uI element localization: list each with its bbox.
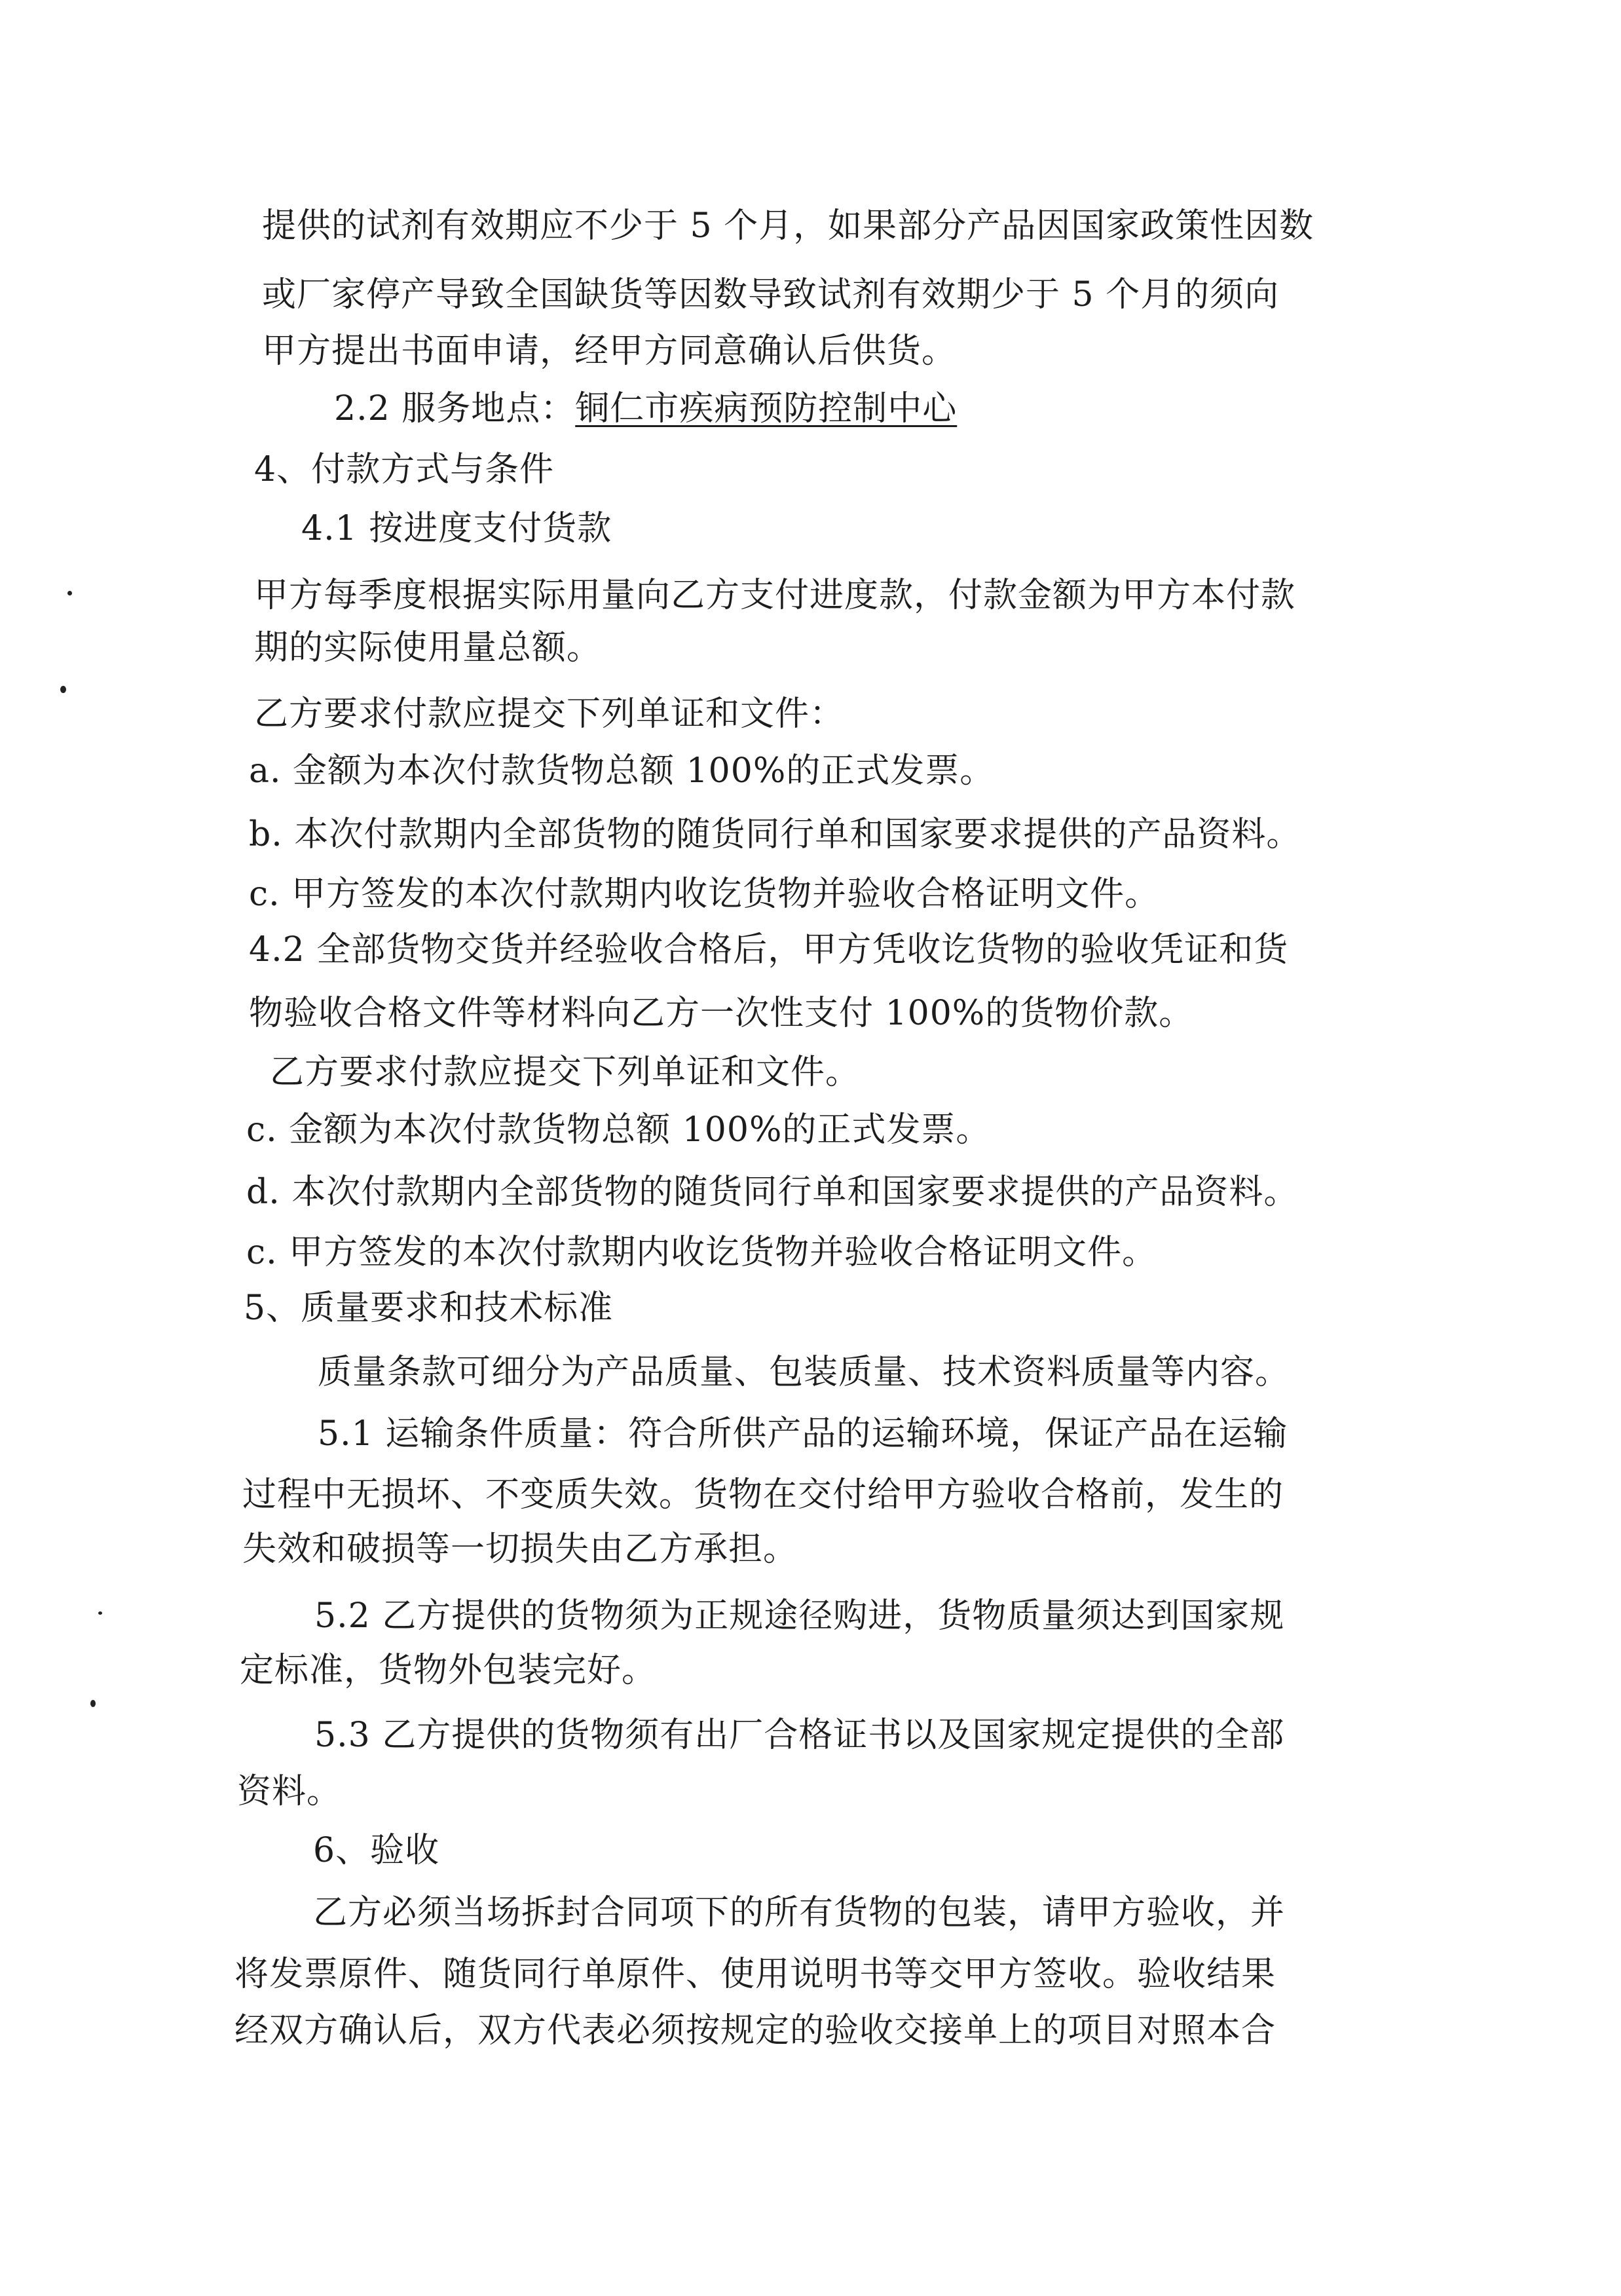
list-item: c. 金额为本次付款货物总额 100%的正式发票。 [246,1110,991,1150]
text-line: 5.1 运输条件质量：符合所供产品的运输环境，保证产品在运输 [318,1414,1288,1454]
list-item: c. 甲方签发的本次付款期内收讫货物并验收合格证明文件。 [249,875,1160,914]
text-line: 乙方必须当场拆封合同项下的所有货物的包装，请甲方验收，并 [313,1893,1286,1932]
section-heading: 5、质量要求和技术标准 [244,1289,614,1328]
text-line: 过程中无损坏、不变质失效。货物在交付给甲方验收合格前，发生的 [242,1475,1284,1515]
scan-speck [60,686,66,693]
service-location-label: 2.2 服务地点： [334,389,576,428]
text-line: 期的实际使用量总额。 [254,628,602,668]
text-line: 物验收合格文件等材料向乙方一次性支付 100%的货物价款。 [249,994,1194,1033]
text-line: 5.2 乙方提供的货物须为正规途径购进，货物质量须达到国家规 [314,1596,1285,1636]
list-item: c. 甲方签发的本次付款期内收讫货物并验收合格证明文件。 [246,1233,1157,1272]
text-line: 提供的试剂有效期应不少于 5 个月，如果部分产品因国家政策性因数 [262,206,1314,246]
scan-speck [98,1611,102,1615]
text-line: 经双方确认后，双方代表必须按规定的验收交接单上的项目对照本合 [234,2011,1276,2050]
text-line: 甲方每季度根据实际用量向乙方支付进度款，付款金额为甲方本付款 [254,576,1296,615]
list-item: a. 金额为本次付款货物总额 100%的正式发票。 [249,751,995,791]
service-location-value: 铜仁市疾病预防控制中心 [575,389,958,428]
text-line: 定标准，货物外包装完好。 [240,1651,657,1690]
text-line: 甲方提出书面申请，经甲方同意确认后供货。 [262,331,957,371]
list-item: b. 本次付款期内全部货物的随货同行单和国家要求提供的产品资料。 [249,815,1301,854]
scan-speck [90,1700,96,1707]
section-heading: 4、付款方式与条件 [254,450,555,489]
text-line: 4.2 全部货物交货并经验收合格后，甲方凭收讫货物的验收凭证和货 [249,930,1289,969]
text-line: 失效和破损等一切损失由乙方承担。 [242,1530,798,1569]
text-line: 将发票原件、随货同行单原件、使用说明书等交甲方签收。验收结果 [234,1955,1276,1994]
text-line: 乙方要求付款应提交下列单证和文件： [254,694,845,734]
scan-speck [67,591,72,595]
text-line: 5.3 乙方提供的货物须有出厂合格证书以及国家规定提供的全部 [314,1716,1285,1755]
text-line: 或厂家停产导致全国缺货等因数导致试剂有效期少于 5 个月的须向 [262,275,1280,314]
text-line: 质量条款可细分为产品质量、包装质量、技术资料质量等内容。 [318,1353,1290,1392]
subsection-heading: 4.1 按进度支付货款 [301,509,612,548]
text-line: 资料。 [237,1772,342,1811]
service-location-line [334,388,957,430]
list-item: d. 本次付款期内全部货物的随货同行单和国家要求提供的产品资料。 [246,1173,1299,1212]
section-heading: 6、验收 [313,1831,440,1870]
text-line: 乙方要求付款应提交下列单证和文件。 [270,1053,861,1092]
